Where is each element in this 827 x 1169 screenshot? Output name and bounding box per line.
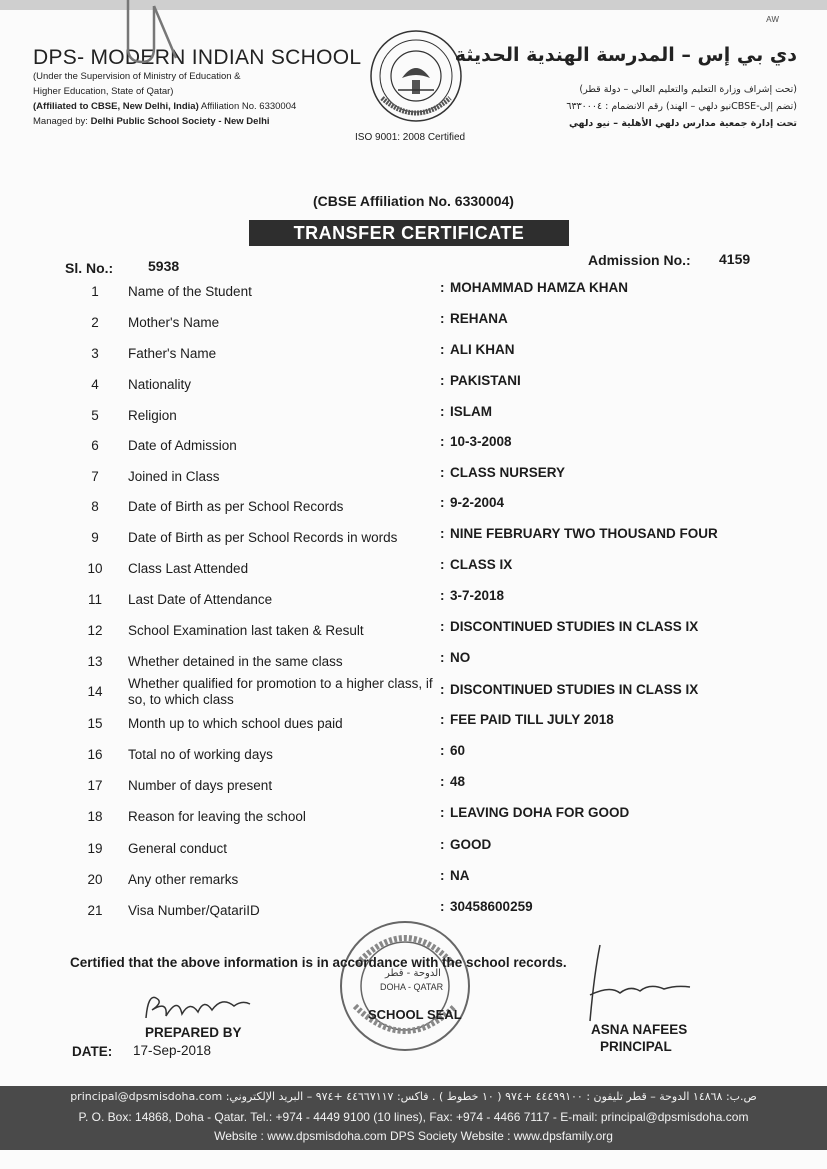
row-colon: : [440,899,445,914]
row-number: 8 [91,499,99,514]
row-class-last-attended [0,557,827,591]
row-number: 19 [87,841,103,856]
footer-address-line: P. O. Box: 14868, Doha - Qatar. Tel.: +974 - 4449 9100 (10 lines), Fax: +974 - 4466 7117 - E-mail: principal@dpsmisdoha.com [78,1110,749,1124]
row-colon: : [440,588,445,603]
seal-inner-arabic: الدوحة - قطر [385,968,441,979]
date-label: DATE: [72,1044,113,1059]
corner-handwritten-mark: ᴬᵂ [766,14,779,28]
row-number: 7 [91,469,99,484]
row-value: NO [450,650,471,665]
row-father-name [0,342,827,376]
row-number: 3 [91,346,99,361]
preparer-signature [138,988,268,1028]
row-label: Joined in Class [128,469,220,484]
arabic-line-1: (تحت إشراف وزارة التعليم والتعليم العالي – دولة قطر) [579,84,797,95]
row-value: CLASS NURSERY [450,465,566,480]
arabic-line-3: تحت إدارة جمعية مدارس دلهي الأهلية – نيو دلهي [568,118,797,129]
row-student-name [0,280,827,314]
row-label: Religion [128,408,177,423]
row-colon: : [440,557,445,572]
row-colon: : [440,712,445,727]
row-value: GOOD [450,837,492,852]
row-value: FEE PAID TILL JULY 2018 [450,712,614,727]
row-number: 2 [91,315,99,330]
serial-number: 5938 [148,258,180,274]
row-colon: : [440,495,445,510]
row-label: Nationality [128,377,192,392]
seal-inner-english: DOHA - QATAR [380,982,444,992]
row-label: Month up to which school dues paid [128,716,343,731]
row-mother-name [0,311,827,345]
row-value: ALI KHAN [450,342,515,357]
row-reason-leaving [0,805,827,839]
row-value: CLASS IX [450,557,513,572]
paper-clip [120,0,190,70]
row-label: Date of Admission [128,438,237,453]
row-value: MOHAMMAD HAMZA KHAN [450,280,628,295]
row-value: 9-2-2004 [450,495,505,510]
row-label: Visa Number/QatariID [128,903,260,918]
row-label: School Examination last taken & Result [128,623,364,638]
row-number: 16 [87,747,103,762]
row-value: NA [450,868,470,883]
row-colon: : [440,404,445,419]
supervision-line-1: (Under the Supervision of Ministry of Education & [33,71,241,82]
row-number: 14 [87,684,103,699]
row-days-present [0,774,827,808]
row-value: DISCONTINUED STUDIES IN CLASS IX [450,682,699,697]
row-value: 60 [450,743,466,758]
row-colon: : [440,434,445,449]
footer-website-line: Website : www.dpsmisdoha.com DPS Society Website : www.dpsfamily.org [214,1129,613,1143]
row-label: Class Last Attended [128,561,249,576]
row-working-days [0,743,827,777]
row-number: 9 [91,530,99,545]
arabic-line-2: (تضم إلى-CBSEنيو دلهي – الهند) رقم الانضمام : ٦٣٣٠٠٠٤ [566,101,797,112]
row-label: Last Date of Attendance [128,592,273,607]
row-number: 5 [91,408,99,423]
row-colon: : [440,465,445,480]
row-value: ISLAM [450,404,492,419]
row-colon: : [440,342,445,357]
principal-signature [580,935,700,1025]
row-exam-result [0,619,827,653]
affiliation-bold: (Affiliated to CBSE, New Delhi, India) [33,101,199,112]
supervision-line-2: Higher Education, State of Qatar) [33,86,174,97]
row-promotion [0,676,827,710]
row-number: 12 [87,623,103,638]
certification-statement: Certified that the above information is in accordance with the school records. [70,955,567,970]
row-number: 13 [87,654,103,669]
row-label: Date of Birth as per School Records [128,499,344,514]
footer-arabic-line: ص.ب: ١٤٨٦٨ الدوحة – قطر تليفون : ٤٤٤٩٩١٠٠ +٩٧٤ ( ١٠ خطوط ) . فاكس: ٤٤٦٦٧١١٧ +٩٧٤ – البريد الإلكتروني: principal@dpsmisdoha.com [70,1090,757,1103]
contact-footer [0,1086,827,1150]
row-number: 11 [87,592,102,607]
managed-label: Managed by: [33,116,91,127]
school-name: DPS- MODERN INDIAN SCHOOL [33,46,362,69]
row-last-attendance [0,588,827,622]
row-number: 10 [87,561,103,576]
row-colon: : [440,619,445,634]
admission-number: 4159 [719,251,751,267]
row-number: 18 [87,809,103,824]
row-number: 1 [91,284,99,299]
row-label: Date of Birth as per School Records in words [128,530,398,545]
row-colon: : [440,373,445,388]
row-dues-paid [0,712,827,746]
row-colon: : [440,868,445,883]
school-seal-label: SCHOOL SEAL [368,1007,462,1022]
row-label: Mother's Name [128,315,220,330]
row-label: General conduct [128,841,228,856]
row-label: Whether detained in the same class [128,654,343,669]
row-colon: : [440,526,445,541]
row-value: REHANA [450,311,508,326]
row-value: PAKISTANI [450,373,521,388]
row-label: Father's Name [128,346,217,361]
row-value: LEAVING DOHA FOR GOOD [450,805,630,820]
row-value: DISCONTINUED STUDIES IN CLASS IX [450,619,699,634]
admission-number-label: Admission No.: [588,252,691,268]
row-number: 20 [87,872,103,887]
row-number: 21 [87,903,103,918]
row-date-of-birth-words [0,526,827,560]
row-value: 48 [450,774,466,789]
affiliation-line [33,99,296,114]
row-religion [0,404,827,438]
row-number: 4 [91,377,99,392]
row-colon: : [440,805,445,820]
row-label: Total no of working days [128,747,273,762]
school-logo [368,28,464,124]
affiliation-number: Affiliation No. 6330004 [198,101,297,112]
row-colon: : [440,743,445,758]
iso-certification: ISO 9001: 2008 Certified [355,132,466,143]
row-value: 30458600259 [450,899,533,914]
managed-by: Delhi Public School Society - New Delhi [90,116,270,127]
row-other-remarks [0,868,827,902]
row-colon: : [440,682,445,697]
row-label: Name of the Student [128,284,252,299]
row-label: Whether qualified for promotion to a higher class, if so, to which class [128,676,433,707]
row-colon: : [440,311,445,326]
row-colon: : [440,280,445,295]
row-label: Number of days present [128,778,273,793]
date-value: 17-Sep-2018 [133,1043,212,1058]
school-name-arabic: دي بي إس – المدرسة الهندية الحديثة [454,44,797,66]
row-general-conduct [0,837,827,871]
row-label: Reason for leaving the school [128,809,306,824]
row-number: 15 [87,716,103,731]
row-date-of-admission [0,434,827,468]
prepared-by-label: PREPARED BY [145,1025,242,1040]
row-number: 17 [87,778,103,793]
cbse-affiliation: (CBSE Affiliation No. 6330004) [313,193,514,209]
principal-name: ASNA NAFEES [591,1022,688,1037]
row-nationality [0,373,827,407]
header-supervision [33,69,296,129]
row-value: 10-3-2008 [450,434,512,449]
managed-line [33,114,296,129]
row-label: Any other remarks [128,872,239,887]
row-number: 6 [91,438,99,453]
row-colon: : [440,837,445,852]
principal-role: PRINCIPAL [600,1039,672,1054]
row-date-of-birth [0,495,827,529]
row-colon: : [440,650,445,665]
row-value: NINE FEBRUARY TWO THOUSAND FOUR [450,526,718,541]
row-joined-class [0,465,827,499]
row-colon: : [440,774,445,789]
row-value: 3-7-2018 [450,588,505,603]
certificate-title: TRANSFER CERTIFICATE [249,220,569,246]
serial-number-label: Sl. No.: [65,260,114,276]
